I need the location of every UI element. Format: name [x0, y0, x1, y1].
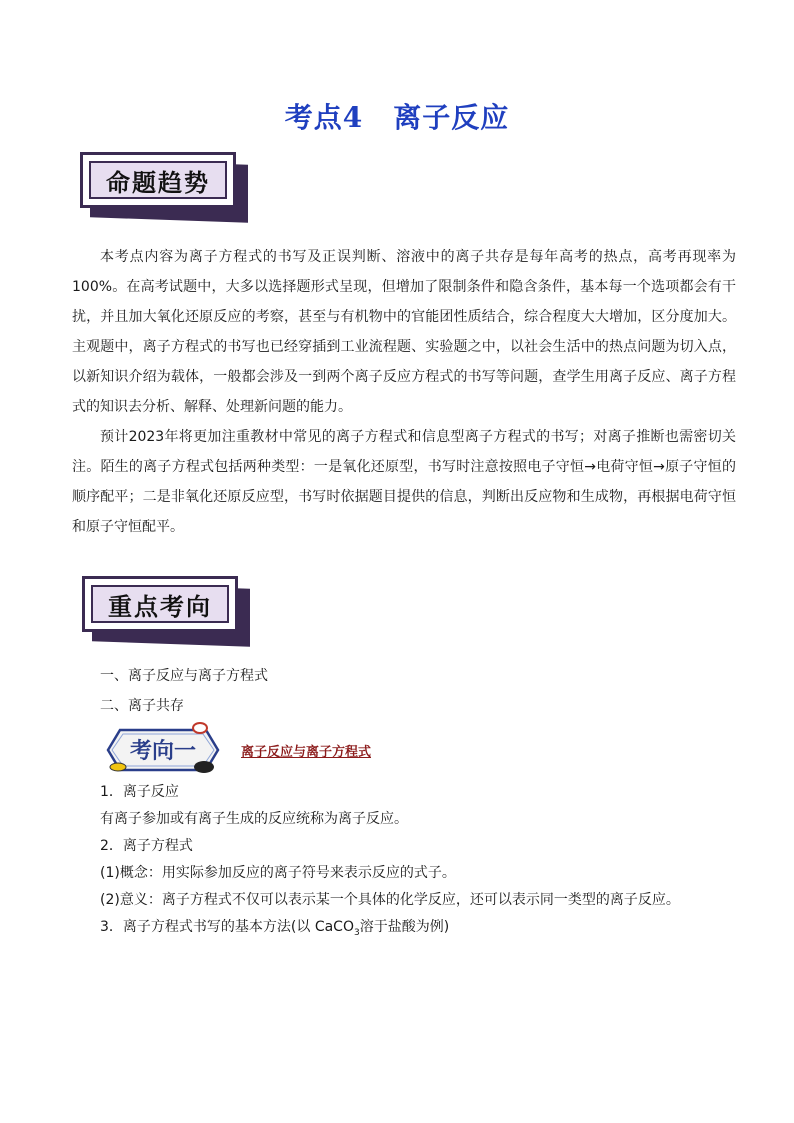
- banner-trend: [80, 152, 252, 216]
- banner-focus: [82, 576, 254, 640]
- section-heading-3-sub: 3: [353, 927, 360, 938]
- kaoxiang-badge-text: 考向一: [129, 738, 197, 764]
- trend-paragraph-2: 预计2023年将更加注重教材中常见的离子方程式和信息型离子方程式的书写；对离子推断也需密切关注。陌生的离子方程式包括两种类型：一是氧化还原型，书写时注意按照电子守恒→电荷守恒→原子守恒的顺序配平；二是非氧化还原反应型，书写时依据题目提供的信息，判断出反应物和生成物，再根据电荷守恒和原子守恒配平。: [72, 429, 736, 535]
- title-main: 考点4: [284, 101, 364, 134]
- kaoxiang-badge: [102, 722, 224, 778]
- banner-focus-label: 重点考向: [108, 592, 212, 621]
- page-title: [0, 96, 794, 136]
- section-heading-2: 2．离子方程式: [100, 838, 193, 854]
- section-text-1: 有离子参加或有离子生成的反应统称为离子反应。: [100, 811, 408, 827]
- banner-trend-label: 命题趋势: [106, 168, 210, 197]
- section-heading-1: 1．离子反应: [100, 784, 179, 800]
- title-sub: 离子反应: [393, 101, 510, 134]
- outline-item-1: 一、离子反应与离子方程式: [100, 668, 268, 684]
- section-heading-3: [100, 916, 449, 938]
- section-text-3: (2)意义：离子方程式不仅可以表示某一个具体的化学反应，还可以表示同一类型的离子反应。: [100, 892, 680, 908]
- outline-item-2: 二、离子共存: [100, 698, 184, 714]
- kaoxiang-badge-icon: [102, 722, 224, 778]
- trend-paragraph-1: 本考点内容为离子方程式的书写及正误判断、溶液中的离子共存是每年高考的热点，高考再现率为100%。在高考试题中，大多以选择题形式呈现，但增加了限制条件和隐含条件，基本每一个选项都会有干扰，并且加大氧化还原反应的考察，甚至与有机物中的官能团性质结合，综合程度大大增加，区分度加大。主观题中，离子方程式的书写也已经穿插到工业流程题、实验题之中，以社会生活中的热点问题为切入点，以新知识介绍为载体，一般都会涉及一到两个离子反应方程式的书写等问题，查学生用离子反应、离子方程式的知识去分析、解释、处理新问题的能力。: [72, 249, 736, 415]
- section-heading-3-post: 溶于盐酸为例): [359, 919, 450, 935]
- kaoxiang-link[interactable]: 离子反应与离子方程式: [241, 745, 372, 760]
- section-text-2: (1)概念：用实际参加反应的离子符号来表示反应的式子。: [100, 865, 456, 881]
- trend-text: [72, 242, 736, 542]
- section-heading-3-pre: 3．离子方程式书写的基本方法(以 CaCO: [100, 919, 354, 935]
